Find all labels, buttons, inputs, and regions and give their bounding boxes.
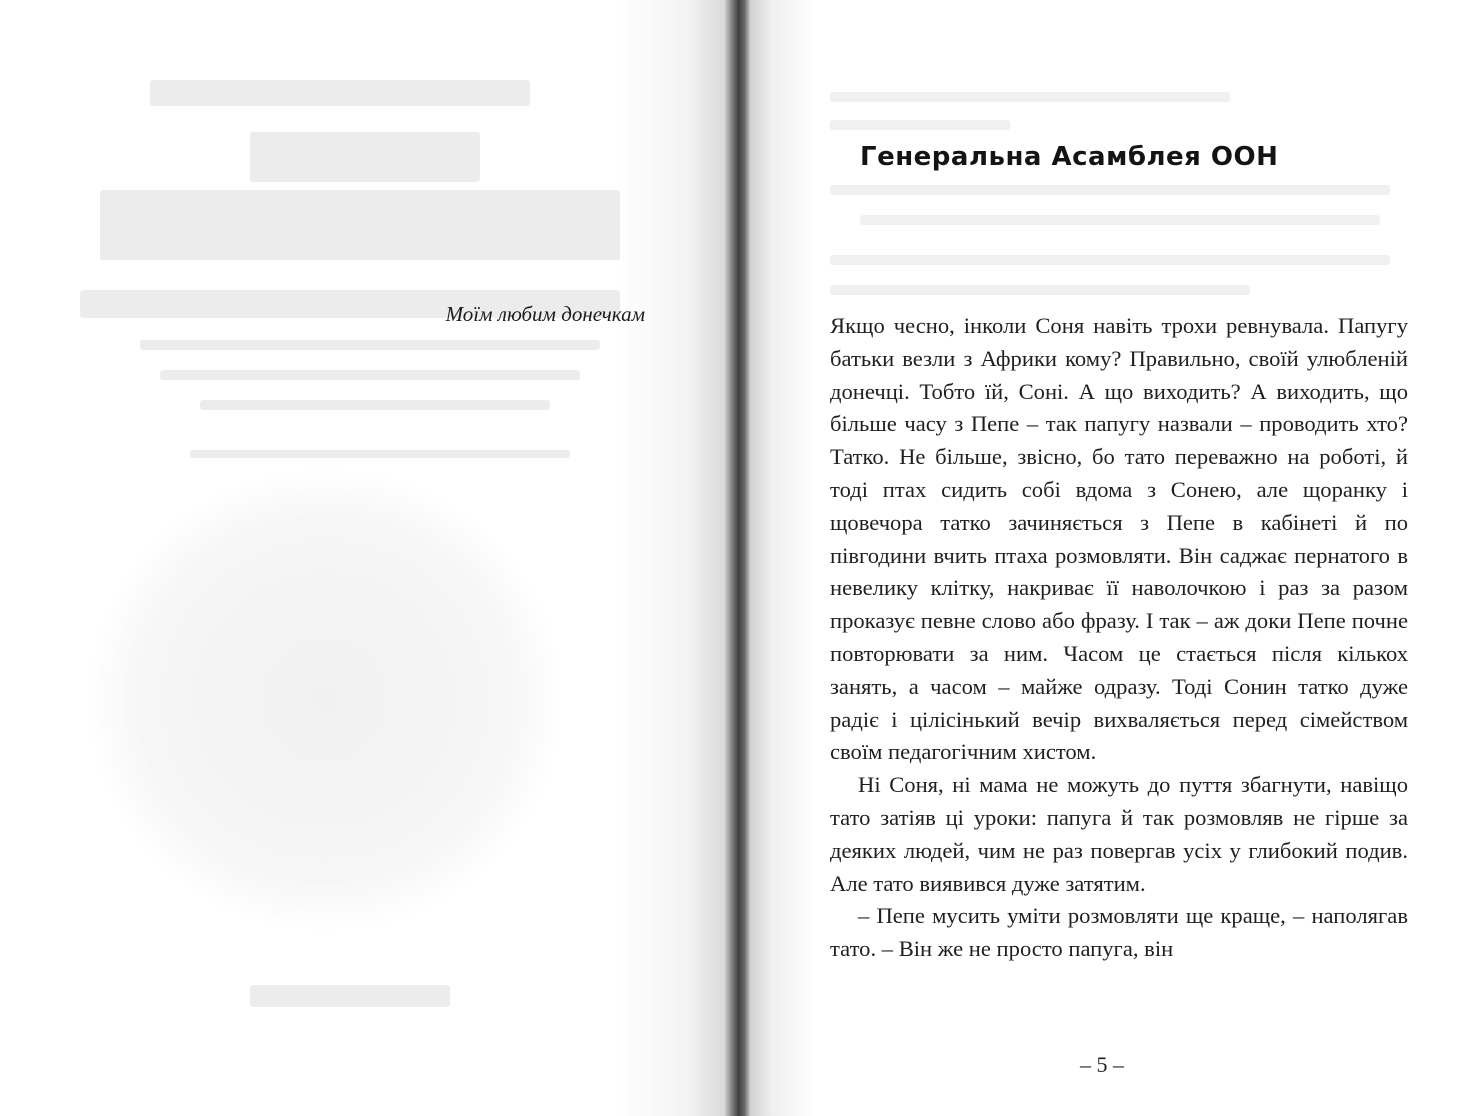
bleed-through-line — [830, 285, 1250, 295]
chapter-title: Генеральна Асамблея ООН — [860, 142, 1279, 172]
page-number: – 5 – — [1080, 1052, 1124, 1077]
bleed-through-line — [830, 92, 1230, 102]
bleed-through-line — [830, 185, 1390, 195]
left-page — [0, 0, 725, 1116]
bleed-through-line — [140, 340, 600, 350]
book-spine-gutter — [725, 0, 750, 1116]
bleed-through-line — [250, 985, 450, 1007]
bleed-through-line — [860, 215, 1380, 225]
paragraph: – Пепе мусить уміти розмовляти ще краще, – наполягав тато. – Він же не просто папуга, він — [830, 903, 1408, 962]
bleed-through-line — [830, 120, 1010, 130]
paragraph: Ні Соня, ні мама не можуть до пуття збагнути, навіщо тато затіяв ці уроки: папуга й так розмовляв не гірше за деяких людей, чим не раз повергав усіх у глибокий подив. Але тато виявився дуже затятим. — [830, 772, 1408, 896]
bleed-through-line — [830, 255, 1390, 265]
bleed-through-line — [100, 190, 620, 260]
body-text — [830, 310, 1408, 966]
dedication: Моїм любим донечкам — [445, 302, 645, 326]
paragraph: Якщо чесно, інколи Соня навіть трохи ревнувала. Папугу батьки везли з Африки кому? Правильно, своїй улюбленій донечці. Тобто їй, Соні. А що виходить? А виходить, що більше часу з Пепе – так папугу назвали – проводить хто? Татко. Не більше, звісно, бо тато переважно на роботі, й тоді птах сидить собі вдома з Сонею, але щоранку і щовечора татко зачиняється з Пепе в кабінеті й по півгодини вчить птаха розмовляти. Він саджає пернатого в невелику клітку, накриває її наволочкою і раз за разом проказує певне слово або фразу. І так – аж доки Пепе почне повторювати за ним. Часом це стається після кількох занять, а часом – майже одразу. Тоді Сонин татко дуже радіє і цілісінький вечір вихваляється перед сімейством своїм педагогічним хистом. — [830, 313, 1408, 765]
right-page — [750, 0, 1462, 1116]
bleed-through-line — [250, 132, 480, 182]
bleed-through-line — [160, 370, 580, 380]
bleed-through-line — [200, 400, 550, 410]
bleed-through-line — [150, 80, 530, 106]
bleed-through-illustration — [90, 470, 560, 930]
bleed-through-line — [190, 450, 570, 458]
